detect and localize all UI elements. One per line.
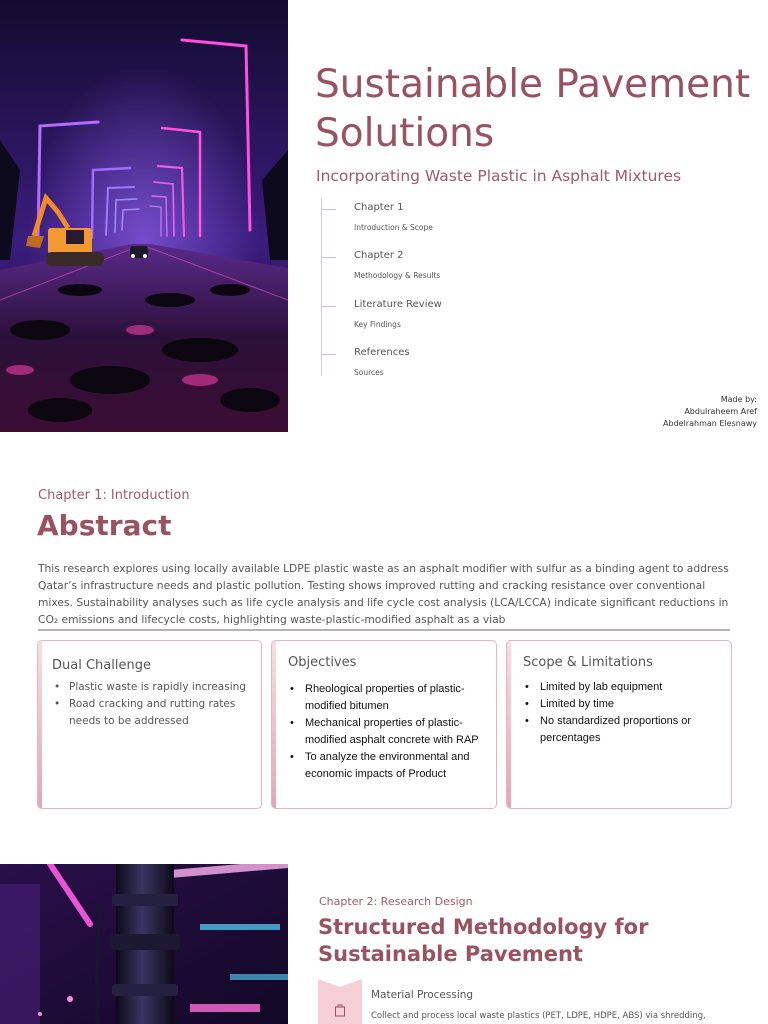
toc-tick — [322, 209, 336, 210]
cover-image — [0, 0, 288, 432]
toc-item-title: Chapter 1 — [354, 202, 404, 213]
card-list — [52, 679, 261, 730]
chapter-label: Chapter 1: Introduction — [38, 488, 190, 503]
cover-title: Sustainable Pavement Solutions — [315, 62, 751, 156]
card-dual-challenge — [37, 640, 262, 809]
author-name: Abdulraheem Aref — [684, 407, 757, 416]
list-item: • Rheological properties of plastic-modified bitumen — [288, 681, 493, 715]
list-item: • To analyze the environmental and economic impacts of Product — [288, 749, 493, 783]
card-objectives — [271, 640, 497, 809]
list-item: • Limited by time — [523, 696, 723, 713]
author-name: Abdelrahman Elesnawy — [663, 419, 757, 428]
abstract-body: This research explores using locally available LDPE plastic waste as an asphalt modifier with sulfur as a binding agent to address Qatar’s infrastructure needs and plastic pollution. Testing shows improved rutting and cracking resistance over conventional mixes. Sustainability analyses such as life cycle analysis and life cycle cost analysis (LCA/LCCA) indicate significant reductions in CO₂ emissions and lifecycle costs, highlighting waste-plastic-modified asphalt as a viab — [38, 562, 729, 626]
list-item: • Mechanical properties of plastic-modified asphalt concrete with RAP — [288, 715, 493, 749]
step-title: Material Processing — [371, 989, 474, 1001]
card-list — [288, 681, 493, 783]
list-item: • No standardized proportions or percentages — [523, 713, 723, 747]
toc-tick — [322, 306, 336, 307]
toc-tick — [322, 257, 336, 258]
table-of-contents — [321, 198, 521, 376]
toc-item-subtitle: Methodology & Results — [354, 271, 441, 280]
toc-item-subtitle: Sources — [354, 368, 384, 377]
toc-item-title: Literature Review — [354, 299, 442, 310]
cover-subtitle: Incorporating Waste Plastic in Asphalt Mixtures — [316, 167, 682, 185]
card-title: Scope & Limitations — [523, 655, 653, 670]
toc-tick — [322, 354, 336, 355]
list-item: • Limited by lab equipment — [523, 679, 723, 696]
step-notch — [318, 979, 362, 987]
toc-item-title: Chapter 2 — [354, 250, 404, 261]
toc-item-subtitle: Introduction & Scope — [354, 223, 433, 232]
card-title: Dual Challenge — [52, 658, 151, 673]
abstract-heading: Abstract — [37, 509, 172, 542]
methodology-heading: Structured Methodology for Sustainable Pavement — [318, 915, 649, 966]
methodology-image — [0, 864, 288, 1024]
cover-slide — [0, 0, 768, 432]
toc-item-subtitle: Key Findings — [354, 320, 401, 329]
divider — [38, 629, 730, 631]
made-by-credits — [663, 394, 757, 430]
list-item: • Plastic waste is rapidly increasing — [52, 679, 261, 696]
card-scope-limitations — [506, 640, 732, 809]
card-list — [523, 679, 723, 747]
methodology-slide — [0, 864, 768, 1024]
bag-icon — [334, 1004, 346, 1017]
chapter-label: Chapter 2: Research Design — [319, 895, 473, 908]
abstract-slide — [0, 432, 768, 864]
toc-item-title: References — [354, 347, 410, 358]
card-title: Objectives — [288, 655, 357, 670]
list-item: • Road cracking and rutting rates needs to be addressed — [52, 696, 261, 730]
step-description: Collect and process local waste plastics (PET, LDPE, HDPE, ABS) via shredding, — [371, 1011, 706, 1021]
made-by-label: Made by: — [720, 395, 757, 404]
